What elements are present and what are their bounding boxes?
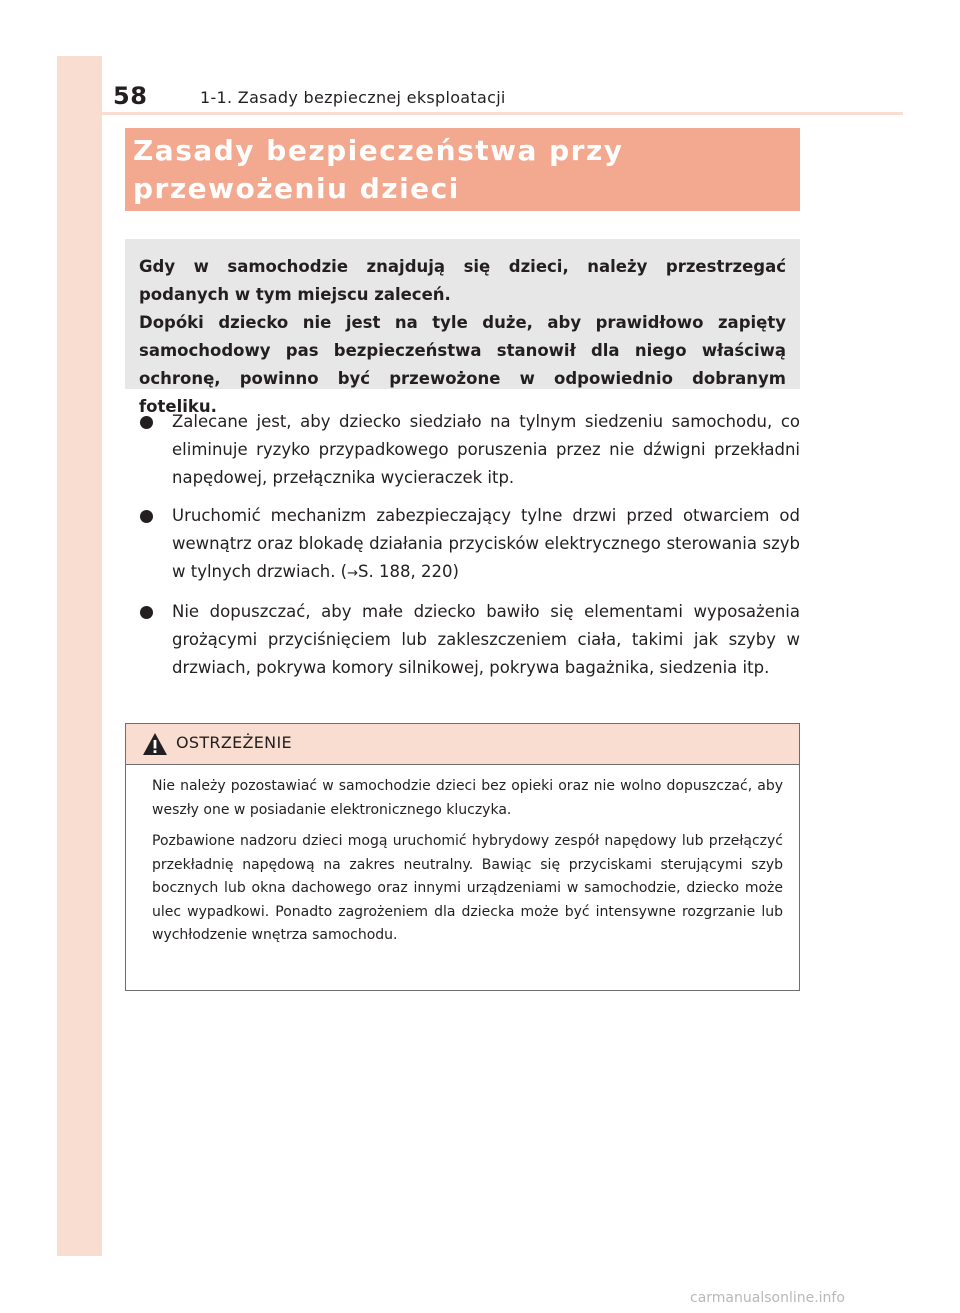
list-item: [140, 408, 800, 492]
warning-label: OSTRZEŻENIE: [176, 733, 292, 752]
list-item: [140, 502, 800, 588]
page-number: 58: [113, 82, 148, 110]
header-rule: [57, 112, 903, 115]
warning-header: [126, 724, 799, 765]
list-item: [140, 598, 800, 682]
list-item-text: Zalecane jest, aby dziecko siedziało na tylnym siedzeniu samochodu, co eliminuje ryzyko przypadkowego poruszenia przez nie dźwigni przekładni napędowej, przełącznika wycieraczek itp.: [172, 412, 800, 487]
list-item-text: Nie dopuszczać, aby małe dziecko bawiło się elementami wyposażenia grożącymi przyciśnięciem lub zakleszczeniem ciała, takimi jak szyby w drzwiach, pokrywa komory silnikowej, pokrywa bagażnika, siedzenia itp.: [172, 602, 800, 677]
arrow-right-icon: →: [347, 566, 359, 581]
intro-paragraph: Dopóki dziecko nie jest na tyle duże, aby prawidłowo zapięty samochodowy pas bezpieczeństwa stanowił dla niego właściwą ochronę, powinno być przewożone w odpowiednio dobranym foteliku.: [139, 313, 786, 416]
intro-paragraph: Gdy w samochodzie znajdują się dzieci, należy przestrzegać podanych w tym miejscu zaleceń.: [139, 257, 786, 304]
bullet-list: [140, 408, 800, 692]
page-reference-link[interactable]: S. 188, 220): [358, 562, 459, 581]
footer-watermark: carmanualsonline.info: [690, 1290, 845, 1306]
warning-paragraph: Nie należy pozostawiać w samochodzie dzieci bez opieki oraz nie wolno dopuszczać, aby weszły one w posiadanie elektronicznego kluczyka.: [152, 778, 783, 818]
list-item-text: Uruchomić mechanizm zabezpieczający tylne drzwi przed otwarciem od wewnątrz oraz blokadę działania przycisków elektrycznego sterowania szyb w tylnych drzwiach. (: [172, 506, 800, 581]
title-box: [125, 128, 800, 211]
intro-box: [125, 239, 800, 416]
warning-paragraph: Pozbawione nadzoru dzieci mogą uruchomić hybrydowy zespół napędowy lub przełączyć przekładnię napędową na zakres neutralny. Bawiąc się przyciskami sterującymi szyb bocznych lub okna dachowego oraz innymi urządzeniami w samochodzie, dziecko może ulec wypadkowi. Ponadto zagrożeniem dla dziecka może być intensywne rozgrzanie lub wychłodzenie wnętrza samochodu.: [152, 833, 783, 943]
running-head: 1-1. Zasady bezpiecznej eksploatacji: [200, 88, 506, 107]
side-color-band: [57, 56, 102, 1256]
warning-triangle-icon: [142, 732, 168, 756]
page-title: Zasady bezpieczeństwa przy przewożeniu dzieci: [133, 134, 624, 205]
warning-box: [125, 723, 800, 991]
bullet-icon: [140, 606, 153, 619]
bullet-icon: [140, 510, 153, 523]
warning-body: [126, 765, 799, 948]
bullet-icon: [140, 416, 153, 429]
